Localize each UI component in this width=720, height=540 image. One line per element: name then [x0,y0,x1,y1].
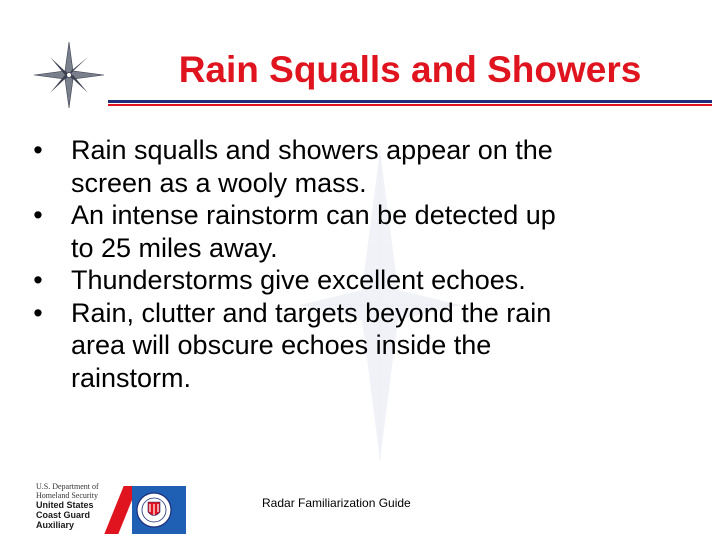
coast-guard-auxiliary-logo [36,482,186,534]
title-rule-red [108,104,712,106]
bullet-line: screen as a wooly mass. [71,167,367,198]
bullet-item [28,134,678,199]
bullet-list [28,134,678,394]
bullet-line: area will obscure echoes inside the [71,330,492,360]
slide-title: Rain Squalls and Showers [178,49,642,90]
bullet-dot: • [33,200,43,230]
bullet-dot: • [33,297,43,328]
bullet-dot: • [33,135,43,165]
footer-text: Radar Familiarization Guide [262,496,411,510]
bullet-line: Rain, clutter and targets beyond the rain [71,297,552,328]
bullet-line: Rain squalls and showers appear on the [71,135,553,165]
title-rule-blue [108,100,712,103]
bullet-line: An intense rainstorm can be detected up [71,200,556,230]
bullet-item [28,264,678,297]
bullet-item [28,297,678,395]
bullet-line: rainstorm. [71,362,192,393]
bullet-line: Thunderstorms give excellent echoes. [71,265,526,295]
logo-text: U.S. Department of Homeland Security United States Coast Guard Auxiliary [36,482,99,530]
bullet-item [28,199,678,264]
compass-rose-icon [34,42,104,108]
coast-guard-shield-icon [136,488,172,532]
bullet-line: to 25 miles away. [71,232,278,263]
bullet-dot: • [33,265,43,295]
